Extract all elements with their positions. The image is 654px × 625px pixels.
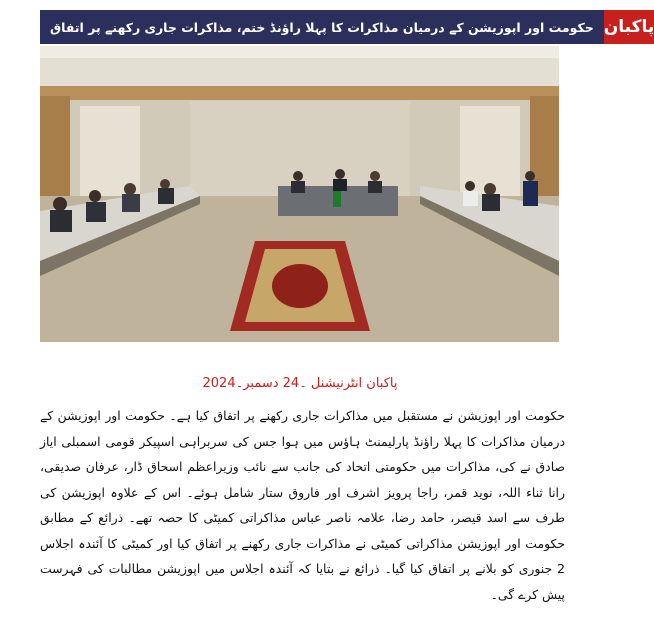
dateline: پاکبان انٹرنیشنل ۔24 دسمبر۔2024 [202,376,398,391]
article-body: حکومت اور اپوزیشن نے مستقبل میں مذاکرات جاری رکھنے پر اتفاق کیا ہے۔ حکومت اور اپوزیشن کے درمیان مذاکرات کا پہلا راؤنڈ پارلیمنٹ ہاؤس میں ہوا جس کی سربراہی اسپیکر قومی اسمبلی ایاز صادق نے کی، مذاکرات میں حکومتی اتحاد کی جانب سے نائب وزیراعظم اسحاق ڈار، عرفان صدیقی، رانا ثناء اللہ، نوید قمر، راجا پرویز اشرف اور فاروق ستار شامل ہوئے۔ اس کے علاوہ اپوزیشن کی طرف سے اسد قیصر، حامد رضا، علامہ ناصر عباس مذاکراتی کمیٹی کا حصہ تھے۔ ذرائع کے مطابق حکومت اور اپوزیشن مذاکراتی کمیٹی نے مذاکرات جاری رکھنے پر اتفاق کیا اور کمیٹی کا آئندہ اجلاس 2 جنوری کو بلانے پر اتفاق کیا گیا۔ ذرائع نے بتایا کہ آئندہ اجلاس میں اپوزیشن مطالبات کی فہرست پیش کرے گی۔ [40,408,565,602]
meeting-photo [40,46,559,342]
headline: حکومت اور اپوزیشن کے درمیان مذاکرات کا پہلا راؤنڈ ختم، مذاکرات جاری رکھنے پر اتفاق [40,10,604,44]
header-banner [40,10,654,44]
brand-logo: پاکبان [604,10,654,44]
photo-icon [40,46,559,342]
